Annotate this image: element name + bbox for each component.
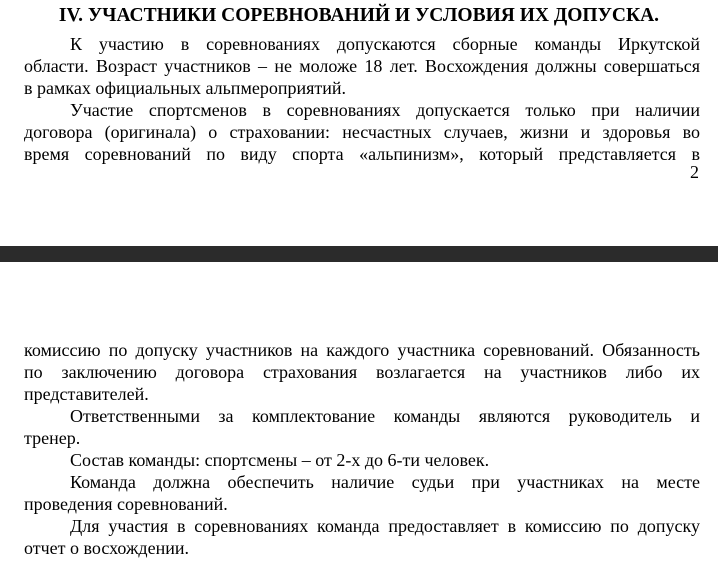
page-separator: [0, 246, 718, 262]
text-line: представителей.: [24, 384, 149, 404]
text-line: Команда должна обеспечить наличие судьи при участниках на месте: [70, 472, 700, 492]
text-line: договора (оригинала) о страховании: несчастных случаев, жизни и здоровья во: [24, 122, 700, 142]
page-number: 2: [690, 162, 699, 182]
text-line: Для участия в соревнованиях команда предоставляет в комиссию по допуску: [70, 516, 700, 536]
text-line: комиссию по допуску участников на каждого участника соревнований. Обязанность: [24, 340, 700, 360]
text-line: Участие спортсменов в соревнованиях допускается только при наличии: [70, 100, 700, 120]
text-line: в рамках официальных альпмероприятий.: [24, 78, 346, 98]
section-heading: IV. УЧАСТНИКИ СОРЕВНОВАНИЙ И УСЛОВИЯ ИХ ДОПУСКА.: [58, 5, 660, 26]
text-line: Ответственными за комплектование команды являются руководитель и: [70, 406, 700, 426]
text-line: Состав команды: спортсмены – от 2-х до 6-ти человек.: [70, 450, 490, 470]
document-page-bottom: [0, 262, 718, 562]
text-line: проведения соревнований.: [24, 494, 228, 514]
text-line: время соревнований по виду спорта «альпинизм», который представляется в: [24, 144, 700, 164]
document-page-top: [0, 0, 718, 246]
text-line: области. Возраст участников – не моложе 18 лет. Восхождения должны совершаться: [24, 56, 700, 76]
text-line: отчет о восхождении.: [24, 538, 189, 558]
text-line: тренер.: [24, 428, 81, 448]
text-line: К участию в соревнованиях допускаются сборные команды Иркутской: [70, 34, 700, 54]
text-line: по заключению договора страхования возлагается на участников либо их: [24, 362, 700, 382]
